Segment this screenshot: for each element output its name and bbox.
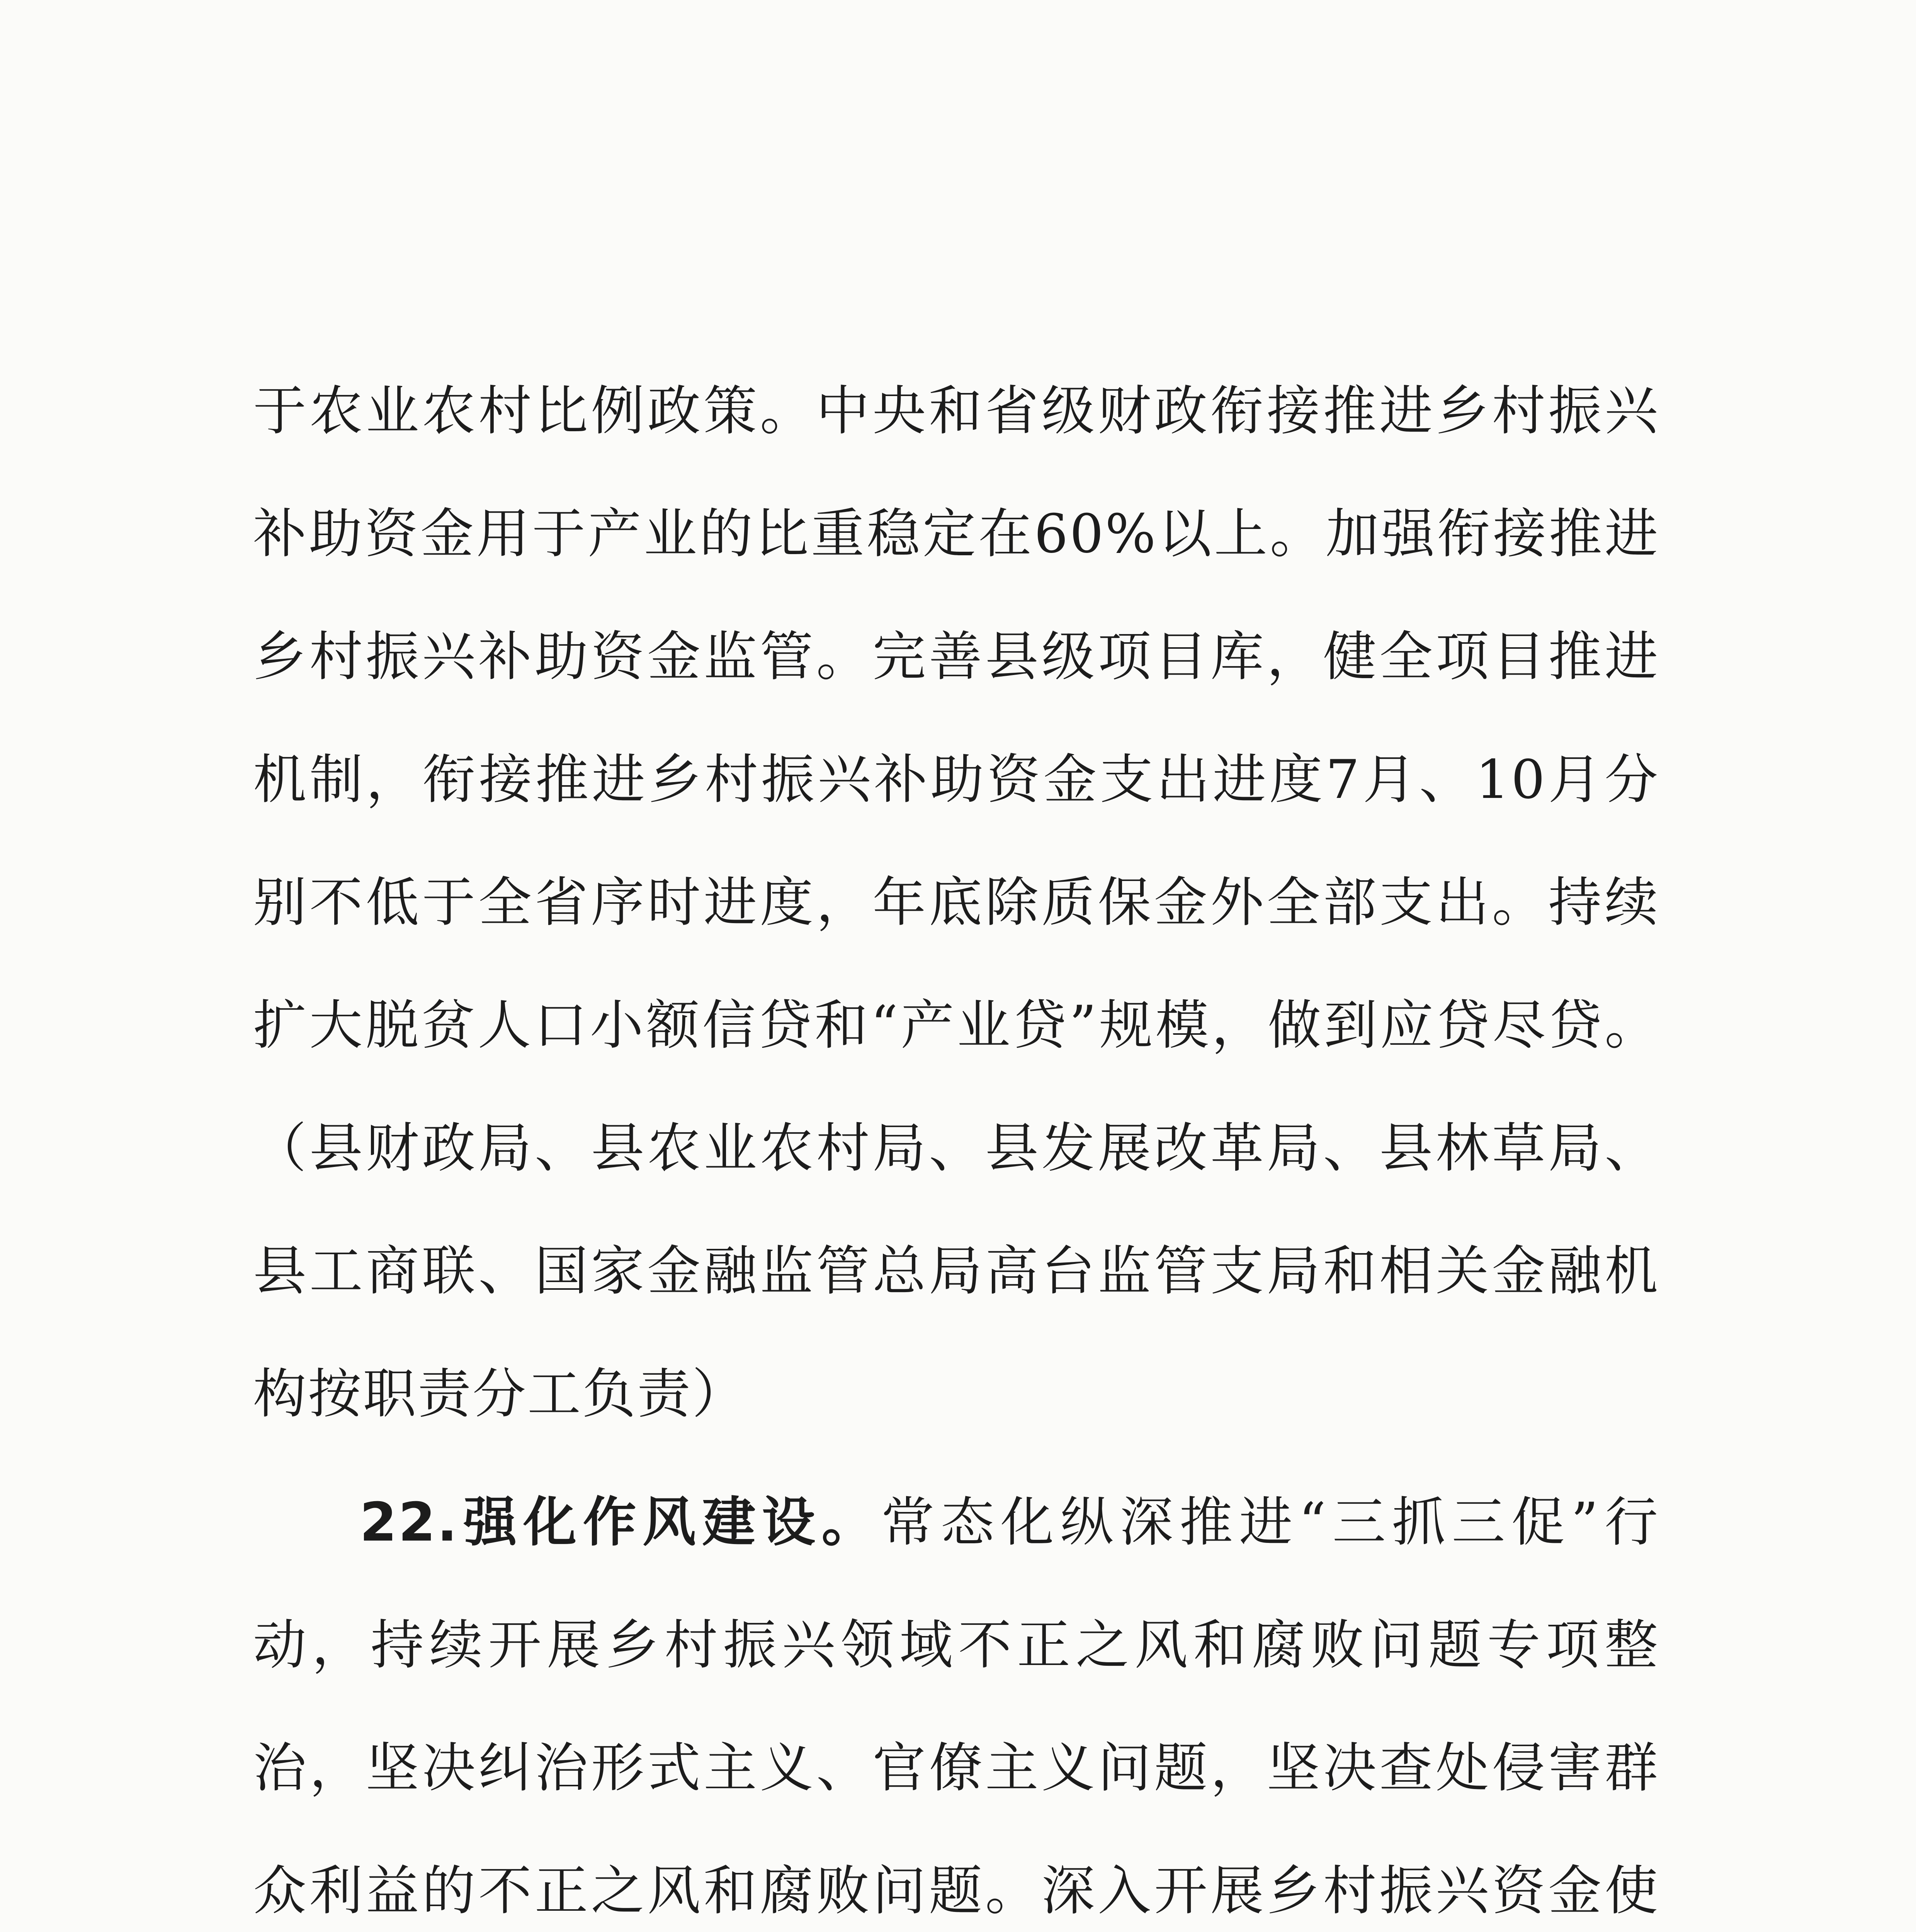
paragraph-text: 于农业农村比例政策。中央和省级财政衔接推进乡村振兴补助资金用于产业的比重稳定在60%以上。加强衔接推进乡村振兴补助资金监管。完善县级项目库，健全项目推进机制，衔接推进乡村振兴补助资金支出进度7月、10月分别不低于全省序时进度，年底除质保金外全部支出。持续扩大脱贫人口小额信贷和“产业贷”规模，做到应贷尽贷。（县财政局、县农业农村局、县发展改革局、县林草局、县工商联、国家金融监管总局高台监管支局和相关金融机构按职责分工负责）: [253, 380, 1659, 1425]
paragraph-heading: 22.强化作风建设。: [360, 1491, 881, 1553]
paragraph-continuation: [253, 350, 1659, 1456]
paragraph-22: [253, 1461, 1659, 1932]
body-text: [253, 350, 1659, 1932]
paragraph-text: 常态化纵深推进“三抓三促”行动，持续开展乡村振兴领域不正之风和腐败问题专项整治，坚决纠治形式主义、官僚主义问题，坚决查处侵害群众利益的不正之风和腐败问题。深入开展乡村振兴资金使: [253, 1491, 1660, 1922]
